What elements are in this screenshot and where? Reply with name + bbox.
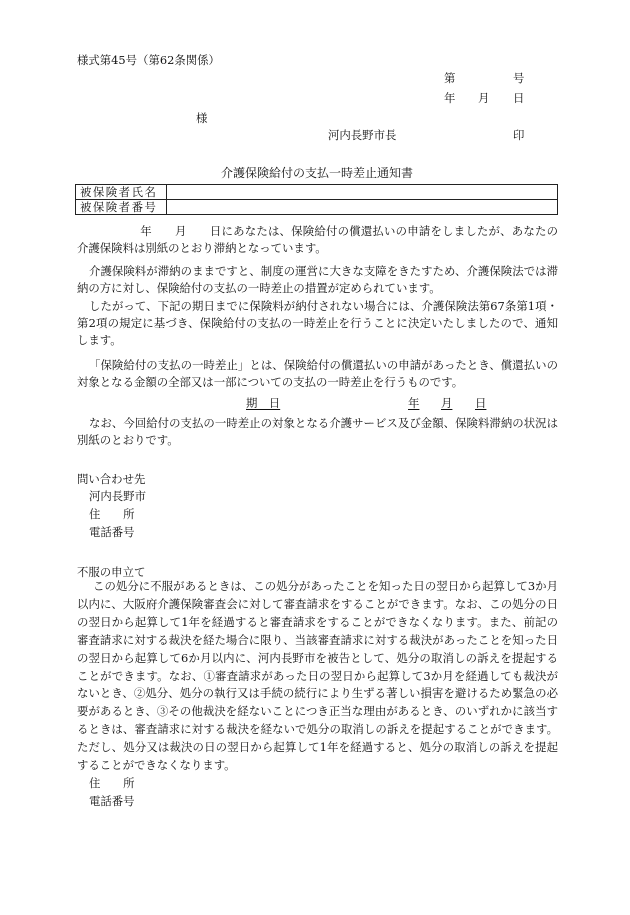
insured-person-table	[75, 184, 558, 215]
table-row	[76, 185, 558, 200]
date-day-label: 日	[513, 91, 525, 105]
objection-address-label: 住 所	[89, 775, 135, 790]
body-paragraph-application: 年 月 日にあなたは、保険給付の償還払いの申請をしましたが、あなたの介護保険料は別紙のとおり滞納となっています。	[77, 224, 558, 256]
document-number-label: 第	[444, 71, 456, 85]
date-month-label: 月	[478, 91, 490, 105]
recipient-suffix: 様	[196, 111, 208, 125]
body-paragraph-definition: 「保険給付の支払の一時差止」とは、保険給付の償還払いの申請があったとき、償還払いの対象となる金額の全部又は一部についての支払の一時差止を行うものです。	[77, 358, 558, 390]
form-number: 様式第45号（第62条関係）	[77, 53, 220, 67]
deadline-underline	[246, 396, 558, 410]
insured-number-label: 被保険者番号	[76, 200, 167, 215]
deadline-day: 日	[475, 396, 487, 410]
body-paragraph-overdue: 介護保険料が滞納のままですと、制度の運営に大きな支障をきたすため、介護保険法では滞納の方に対し、保険給付の支払の一時差止の措置が定められています。	[77, 264, 558, 296]
objection-heading: 不服の申立て	[77, 565, 146, 579]
insured-number-value	[167, 200, 558, 215]
deadline-year: 年	[408, 396, 420, 410]
insured-name-value	[167, 185, 558, 200]
date-year-label: 年	[444, 91, 456, 105]
table-row	[76, 200, 558, 215]
inquiry-phone-label: 電話番号	[89, 525, 135, 539]
objection-text: この処分に不服があるときは、この処分があったことを知った日の翌日から起算して3か月以内に、大阪府介護保険審査会に対して審査請求をすることができます。なお、この処分の日の翌日から起算して1年を経過すると審査請求をすることができなくなります。また、前記の審査請求に対する裁決を経た場合に限り、当該審査請求に対する裁決があったことを知った日の翌日から起算して6か月以内に、河内長野市を被告として、処分の取消しの訴えを提起することができます。なお、①審査請求があった日の翌日から起算して3か月を経過しても裁決がないとき、②処分、処分の執行又は手続の続行により生ずる著しい損害を避けるため緊急の必要があるとき、③その他裁決を経ないことにつき正当な理由があるとき、のいずれかに該当するときは、審査請求に対する裁決を経ないで処分の取消しの訴えを提起することができます。ただし、処分又は裁決の日の翌日から起算して1年を経過すると、処分の取消しの訴えを提起することができなくなります。	[77, 579, 558, 773]
body-paragraph-decision: したがって、下記の期日までに保険料が納付されない場合には、介護保険法第67条第1項・第2項の規定に基づき、保険給付の支払の一時差止を行うことに決定いたしましたので、通知します。	[77, 299, 558, 348]
insured-name-label: 被保険者氏名	[76, 185, 167, 200]
inquiry-heading: 問い合わせ先	[77, 472, 146, 486]
seal-mark: 印	[513, 128, 525, 142]
inquiry-organization: 河内長野市	[89, 489, 146, 503]
issuer-name: 河内長野市長	[328, 128, 397, 142]
objection-section	[77, 578, 558, 811]
deadline-label: 期 日	[246, 396, 281, 410]
deadline-month: 月	[441, 396, 453, 410]
document-title: 介護保険給付の支払一時差止通知書	[221, 166, 414, 180]
inquiry-address-label: 住 所	[89, 507, 135, 521]
objection-phone-label: 電話番号	[89, 793, 135, 808]
body-paragraph-attachment: なお、今回給付の支払の一時差止の対象となる介護サービス及び金額、保険料滞納の状況は別紙のとおりです。	[77, 416, 558, 448]
document-number-suffix: 号	[513, 71, 525, 85]
